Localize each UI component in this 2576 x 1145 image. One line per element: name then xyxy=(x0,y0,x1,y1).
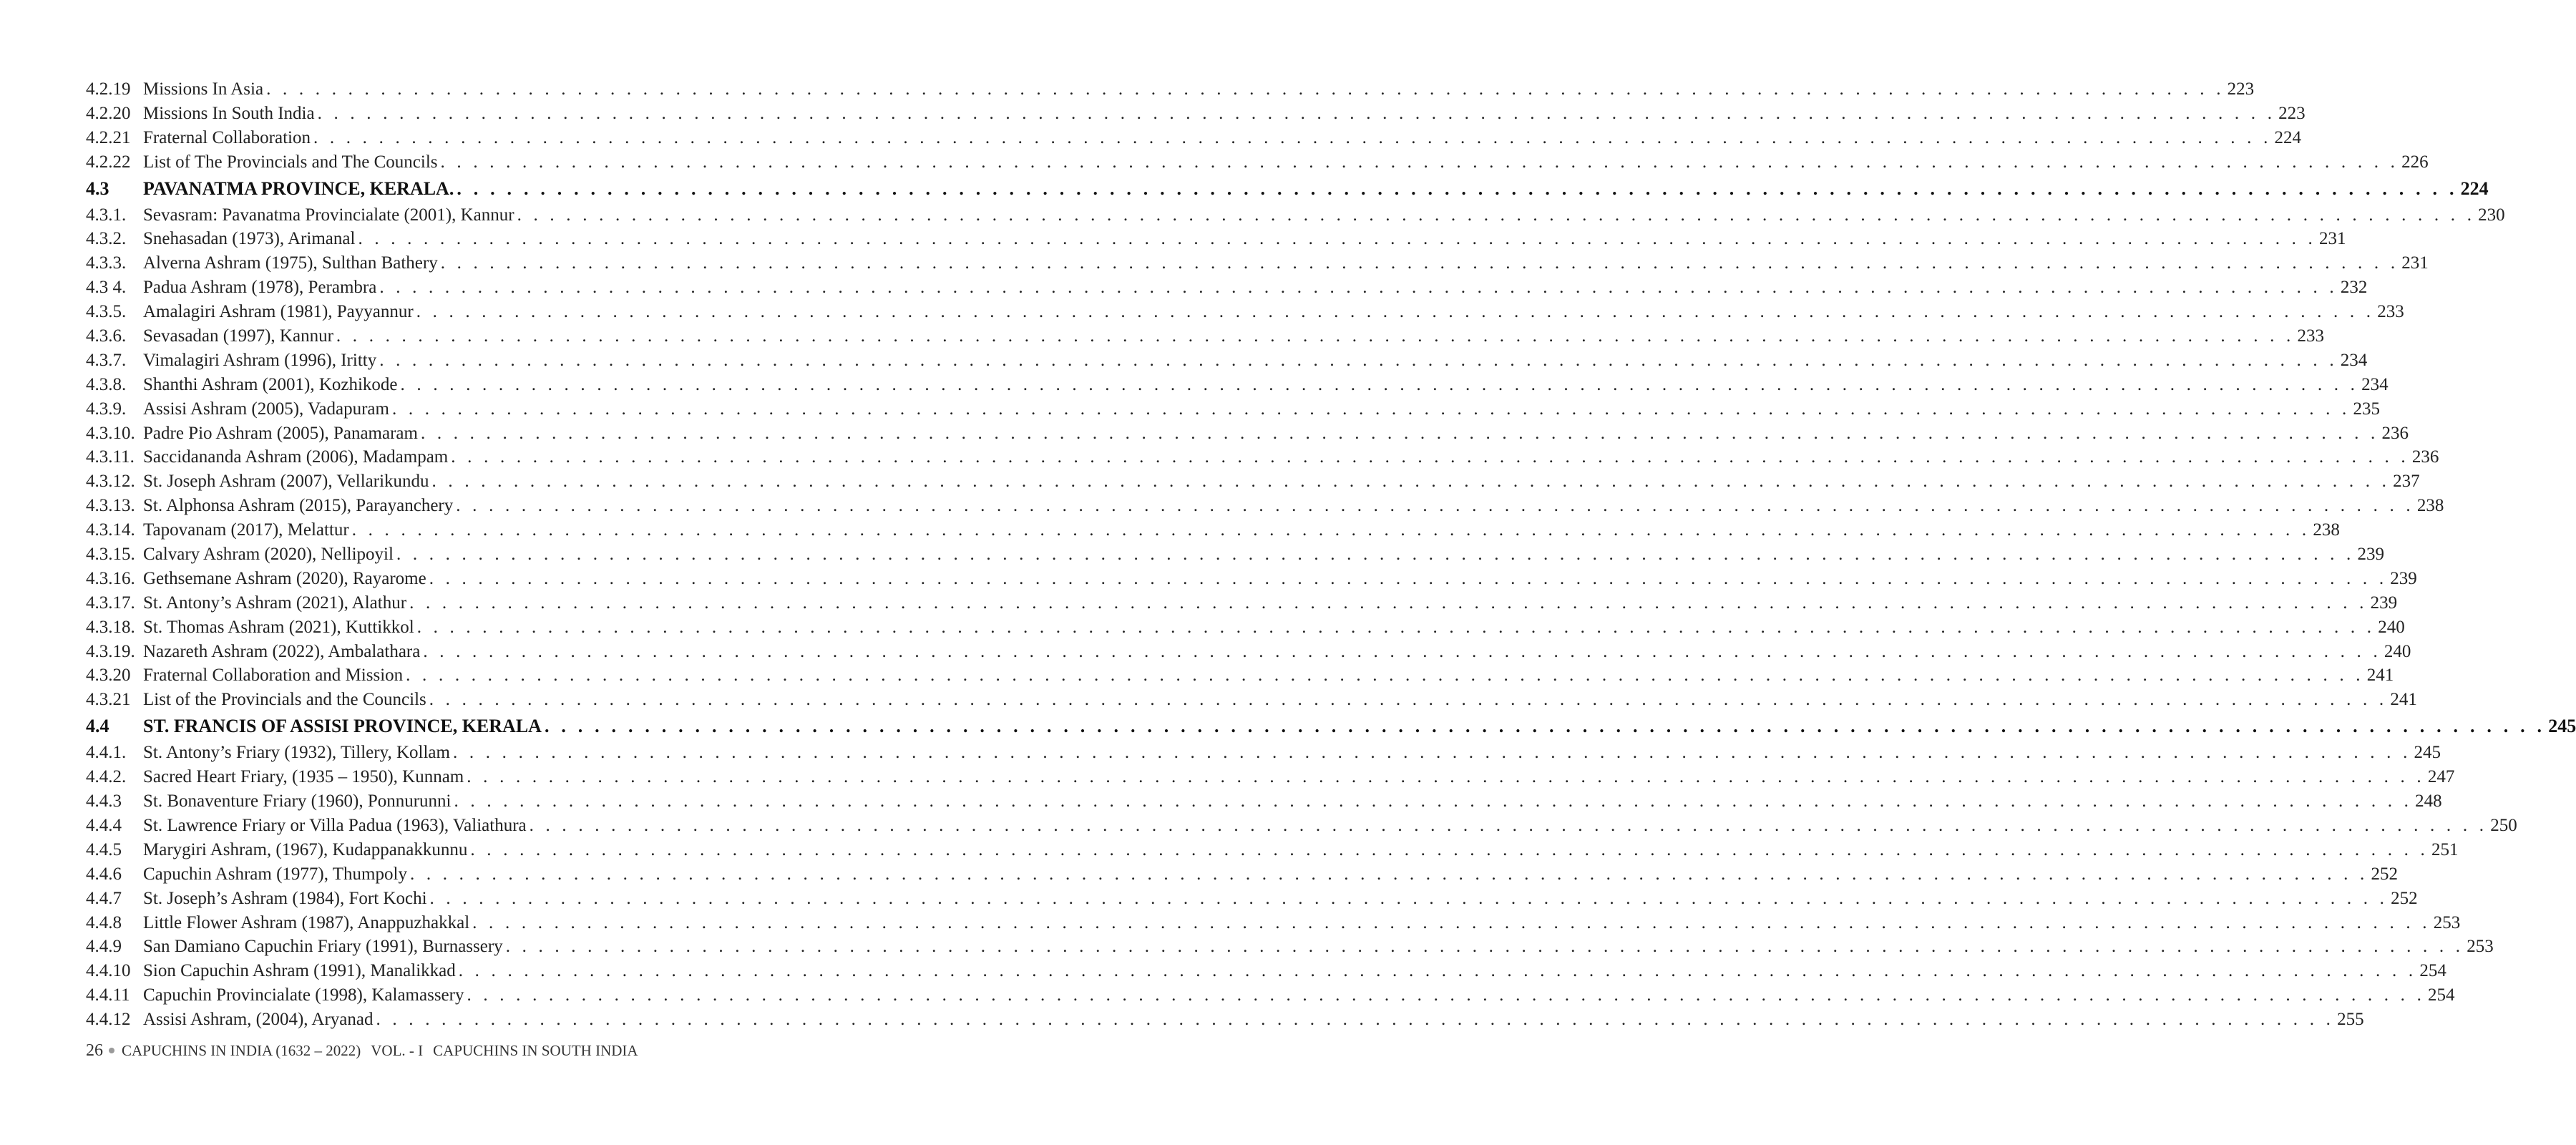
toc-entry xyxy=(86,422,2409,446)
toc-entry-page: 239 xyxy=(2370,593,2398,613)
toc-dot-leader: . . . . . . . . . . . . . . . . . . . . . . . . . . . . . . . . . . . . . . . . . . . . . . . . . . . . . . . . . . . . . . . . . . . . . . . . . . . . . . . . . . . . . . . . . . . . . . . . . . . . . . . . . . . . . . . . . . . . . . . . xyxy=(351,520,2311,540)
toc-entry-title: Gethsemane Ashram (2020), Rayarome xyxy=(143,568,426,588)
toc-entry-title: Padua Ashram (1978), Perambra xyxy=(143,278,377,298)
footer-volume: VOL. - I xyxy=(371,1042,424,1059)
toc-dot-leader: . . . . . . . . . . . . . . . . . . . . . . . . . . . . . . . . . . . . . . . . . . . . . . . . . . . . . . . . . . . . . . . . . . . . . . . . . . . . . . . . . . . . . . . . . . . . . . . . . . . . . . . . . . . . . . . . . . . . . . . . xyxy=(391,399,2351,419)
toc-entry-number: 4.3.13. xyxy=(86,496,135,516)
toc-entry xyxy=(86,300,2404,324)
toc-section-entry xyxy=(86,712,2576,741)
toc-entry-number: 4.3.12. xyxy=(86,472,135,492)
toc-entry-number: 4.4.5 xyxy=(86,839,122,859)
toc-dot-leader: . . . . . . . . . . . . . . . . . . . . . . . . . . . . . . . . . . . . . . . . . . . . . . . . . . . . . . . . . . . . . . . . . . . . . . . . . . . . . . . . . . . . . . . . . . . . . . . . . . . . . . . . . . . . . . . . . . . . . . . . xyxy=(467,767,2425,787)
toc-entry-page: 255 xyxy=(2337,1010,2364,1030)
toc-entry-title: List of The Provincials and The Councils xyxy=(143,152,438,172)
toc-entry-number: 4.4 xyxy=(86,716,109,737)
toc-entry-title: Shanthi Ashram (2001), Kozhikode xyxy=(143,374,398,394)
toc-entry-page: 239 xyxy=(2390,568,2417,588)
toc-entry-number: 4.4.9 xyxy=(86,937,122,957)
toc-entry-number: 4.4.11 xyxy=(86,985,130,1005)
toc-dot-leader: . . . . . . . . . . . . . . . . . . . . . . . . . . . . . . . . . . . . . . . . . . . . . . . . . . . . . . . . . . . . . . . . . . . . . . . . . . . . . . . . . . . . . . . . . . . . . . . . . . . . . . . . . . . . . . . . . . . . . . . . xyxy=(400,374,2359,394)
toc-entry xyxy=(86,227,2346,251)
toc-entry-page: 224 xyxy=(2274,127,2302,147)
toc-entry-page: 236 xyxy=(2411,447,2439,467)
toc-entry-number: 4.3.1. xyxy=(86,205,127,225)
toc-entry-title: List of the Provincials and the Councils xyxy=(143,690,426,710)
toc-entry-number: 4.3.18. xyxy=(86,617,135,637)
toc-entry-title: Vimalagiri Ashram (1996), Iritty xyxy=(143,350,377,370)
toc-entry-page: 234 xyxy=(2361,374,2389,394)
toc-entry-number: 4.2.20 xyxy=(86,103,131,123)
toc-entry-title: Sevasram: Pavanatma Provincialate (2001), Kannur xyxy=(143,205,514,225)
toc-entry-title: Calvary Ashram (2020), Nellipoyil xyxy=(143,545,394,565)
toc-entry xyxy=(86,814,2517,838)
toc-entry-number: 4.3.11. xyxy=(86,447,135,467)
table-of-contents xyxy=(86,77,2576,1032)
toc-dot-leader: . . . . . . . . . . . . . . . . . . . . . . . . . . . . . . . . . . . . . . . . . . . . . . . . . . . . . . . . . . . . . . . . . . . . . . . . . . . . . . . . . . . . . . . . . . . . . . . . . . . . . . . . . . . . . . . . . . . . . . . . xyxy=(431,472,2391,492)
toc-entry-number: 4.4.8 xyxy=(86,912,122,932)
toc-entry-number: 4.3.21 xyxy=(86,690,131,710)
toc-entry-title: Missions In Asia xyxy=(143,79,264,99)
toc-entry-title: Missions In South India xyxy=(143,103,315,123)
toc-entry xyxy=(86,663,2394,688)
toc-dot-leader: . . . . . . . . . . . . . . . . . . . . . . . . . . . . . . . . . . . . . . . . . . . . . . . . . . . . . . . . . . . . . . . . . . . . . . . . . . . . . . . . . . . . . . . . . . . . . . . . . . . . . . . . . . . . . . . . . . . . . . . . xyxy=(440,152,2399,172)
toc-entry-number: 4.4.2. xyxy=(86,767,127,787)
toc-entry-page: 253 xyxy=(2433,912,2461,932)
toc-entry-number: 4.3.10. xyxy=(86,423,135,443)
toc-entry-page: 252 xyxy=(2391,888,2418,908)
toc-entry xyxy=(86,445,2439,469)
toc-entry-page: 253 xyxy=(2467,937,2494,957)
toc-entry-number: 4.2.21 xyxy=(86,127,131,147)
toc-entry-page: 233 xyxy=(2297,326,2324,346)
toc-entry-page: 241 xyxy=(2366,666,2394,686)
toc-dot-leader: . . . . . . . . . . . . . . . . . . . . . . . . . . . . . . . . . . . . . . . . . . . . . . . . . . . . . . . . . . . . . . . . . . . . . . . . . . . . . . . . . . . . . . . . . . . . . . . . . . . . . . . . . . . . . . . . . . . . . . . . xyxy=(317,103,2276,123)
toc-entry xyxy=(86,862,2399,887)
toc-entry-page: 239 xyxy=(2357,545,2385,565)
toc-entry xyxy=(86,1008,2364,1032)
toc-entry-title: Alverna Ashram (1975), Sulthan Bathery xyxy=(143,253,438,273)
toc-entry xyxy=(86,150,2429,175)
toc-entry-page: 223 xyxy=(2227,79,2255,99)
toc-entry-page: 231 xyxy=(2319,229,2346,249)
toc-dot-leader: . . . . . . . . . . . . . . . . . . . . . . . . . . . . . . . . . . . . . . . . . . . . . . . . . . . . . . . . . . . . . . . . . . . . . . . . . . . . . . . . . . . . . . . . . . . . . . . . . . . . . . . . . . . . . . . . . . . . . . . . xyxy=(423,641,2381,661)
toc-entry xyxy=(86,567,2417,591)
toc-entry xyxy=(86,789,2442,814)
toc-entry-number: 4.3.6. xyxy=(86,326,127,346)
toc-entry-number: 4.4.7 xyxy=(86,888,122,908)
toc-dot-leader: . . . . . . . . . . . . . . . . . . . . . . . . . . . . . . . . . . . . . . . . . . . . . . . . . . . . . . . . . . . . . . . . . . . . . . . . . . . . . . . . . . . . . . . . . . . . . . . . . . . . . . . . . . . . . . . . . . . . . . . . xyxy=(358,229,2317,249)
toc-entry-title: Assisi Ashram, (2004), Aryanad xyxy=(143,1010,374,1030)
toc-entry-title: Sacred Heart Friary, (1935 – 1950), Kunnam xyxy=(143,767,464,787)
toc-entry-number: 4.3.9. xyxy=(86,399,127,419)
toc-entry xyxy=(86,741,2441,765)
toc-entry xyxy=(86,935,2494,959)
toc-entry xyxy=(86,911,2461,935)
toc-entry xyxy=(86,838,2459,862)
toc-entry xyxy=(86,518,2340,542)
toc-entry xyxy=(86,324,2324,349)
toc-entry-number: 4.3.19. xyxy=(86,641,135,661)
toc-dot-leader: . . . . . . . . . . . . . . . . . . . . . . . . . . . . . . . . . . . . . . . . . . . . . . . . . . . . . . . . . . . . . . . . . . . . . . . . . . . . . . . . . . . . . . . . . . . . . . . . . . . . . . . . . . . . . . . . . . . . . . . . xyxy=(420,423,2379,443)
toc-entry-page: 247 xyxy=(2427,767,2455,787)
toc-entry-page: 250 xyxy=(2490,815,2517,835)
toc-entry-number: 4.3.5. xyxy=(86,302,127,322)
toc-dot-leader: . . . . . . . . . . . . . . . . . . . . . . . . . . . . . . . . . . . . . . . . . . . . . . . . . . . . . . . . . . . . . . . . . . . . . . . . . . . . . . . . . . . . . . . . . . . . . . . . . . . . . . . . . . . . . . . . . . . . . . . . xyxy=(409,593,2368,613)
toc-entry-title: St. Antony’s Friary (1932), Tillery, Kollam xyxy=(143,743,450,763)
toc-entry-title: Snehasadan (1973), Arimanal xyxy=(143,229,356,249)
toc-entry-page: 226 xyxy=(2401,152,2429,172)
toc-entry-title: Marygiri Ashram, (1967), Kudappanakkunnu xyxy=(143,839,468,859)
toc-entry-number: 4.3.3. xyxy=(86,253,127,273)
toc-dot-leader: . . . . . . . . . . . . . . . . . . . . . . . . . . . . . . . . . . . . . . . . . . . . . . . . . . . . . . . . . . . . . . . . . . . . . . . . . . . . . . . . . . . . . . . . . . . . . . . . . . . . . . . . . . . . . . . . . . . . . . . . xyxy=(336,326,2295,346)
toc-entry-page: 232 xyxy=(2340,278,2368,298)
toc-entry xyxy=(86,542,2385,567)
toc-entry-page: 254 xyxy=(2419,961,2446,981)
toc-dot-leader: . . . . . . . . . . . . . . . . . . . . . . . . . . . . . . . . . . . . . . . . . . . . . . . . . . . . . . . . . . . . . . . . . . . . . . . . . . . . . . . . . . . . . . . . . . . . . . . . . . . . . . . . . . . . . . . . . . . . . . . . xyxy=(457,177,2458,199)
toc-entry-page: 252 xyxy=(2371,864,2399,884)
toc-entry-title: Fraternal Collaboration and Mission xyxy=(143,666,404,686)
toc-entry-number: 4.2.22 xyxy=(86,152,131,172)
toc-entry-page: 234 xyxy=(2340,350,2368,370)
toc-entry-title: Little Flower Ashram (1987), Anappuzhakkal xyxy=(143,912,470,932)
toc-dot-leader: . . . . . . . . . . . . . . . . . . . . . . . . . . . . . . . . . . . . . . . . . . . . . . . . . . . . . . . . . . . . . . . . . . . . . . . . . . . . . . . . . . . . . . . . . . . . . . . . . . . . . . . . . . . . . . . . . . . . . . . . xyxy=(379,350,2338,370)
toc-dot-leader: . . . . . . . . . . . . . . . . . . . . . . . . . . . . . . . . . . . . . . . . . . . . . . . . . . . . . . . . . . . . . . . . . . . . . . . . . . . . . . . . . . . . . . . . . . . . . . . . . . . . . . . . . . . . . . . . . . . . . . . . xyxy=(406,666,2364,686)
toc-entry-page: 240 xyxy=(2384,641,2411,661)
toc-dot-leader: . . . . . . . . . . . . . . . . . . . . . . . . . . . . . . . . . . . . . . . . . . . . . . . . . . . . . . . . . . . . . . . . . . . . . . . . . . . . . . . . . . . . . . . . . . . . . . . . . . . . . . . . . . . . . . . . . . . . . . . . xyxy=(470,839,2429,859)
toc-entry-page: 251 xyxy=(2431,839,2459,859)
toc-dot-leader: . . . . . . . . . . . . . . . . . . . . . . . . . . . . . . . . . . . . . . . . . . . . . . . . . . . . . . . . . . . . . . . . . . . . . . . . . . . . . . . . . . . . . . . . . . . . . . . . . . . . . . . . . . . . . . . . . . . . . . . . xyxy=(529,815,2488,835)
toc-entry-page: 248 xyxy=(2415,791,2442,812)
toc-entry xyxy=(86,349,2368,373)
toc-entry-title: PAVANATMA PROVINCE, KERALA. xyxy=(143,177,454,199)
toc-entry-number: 4.2.19 xyxy=(86,79,131,99)
toc-entry-number: 4.3.2. xyxy=(86,229,127,249)
toc-entry-title: Saccidananda Ashram (2006), Madampam xyxy=(143,447,449,467)
toc-entry-title: St. Joseph’s Ashram (1984), Fort Kochi xyxy=(143,888,427,908)
toc-entry-number: 4.3 4. xyxy=(86,278,127,298)
toc-dot-leader: . . . . . . . . . . . . . . . . . . . . . . . . . . . . . . . . . . . . . . . . . . . . . . . . . . . . . . . . . . . . . . . . . . . . . . . . . . . . . . . . . . . . . . . . . . . . . . . . . . . . . . . . . . . . . . . . . . . . . . . . xyxy=(429,568,2388,588)
toc-entry xyxy=(86,959,2446,983)
toc-dot-leader: . . . . . . . . . . . . . . . . . . . . . . . . . . . . . . . . . . . . . . . . . . . . . . . . . . . . . . . . . . . . . . . . . . . . . . . . . . . . . . . . . . . . . . . . . . . . . . . . . . . . . . . . . . . . . . . . . . . . . . . . xyxy=(429,690,2388,710)
toc-entry-page: 240 xyxy=(2378,617,2405,637)
toc-dot-leader: . . . . . . . . . . . . . . . . . . . . . . . . . . . . . . . . . . . . . . . . . . . . . . . . . . . . . . . . . . . . . . . . . . . . . . . . . . . . . . . . . . . . . . . . . . . . . . . . . . . . . . . . . . . . . . . . . . . . . . . . xyxy=(440,253,2399,273)
toc-entry-number: 4.4.3 xyxy=(86,791,122,812)
toc-entry-title: Amalagiri Ashram (1981), Payyannur xyxy=(143,302,414,322)
toc-dot-leader: . . . . . . . . . . . . . . . . . . . . . . . . . . . . . . . . . . . . . . . . . . . . . . . . . . . . . . . . . . . . . . . . . . . . . . . . . . . . . . . . . . . . . . . . . . . . . . . . . . . . . . . . . . . . . . . . . . . . . . . . xyxy=(505,937,2464,957)
toc-dot-leader: . . . . . . . . . . . . . . . . . . . . . . . . . . . . . . . . . . . . . . . . . . . . . . . . . . . . . . . . . . . . . . . . . . . . . . . . . . . . . . . . . . . . . . . . . . . . . . . . . . . . . . . . . . . . . . . . . . . . . . . . xyxy=(416,302,2375,322)
toc-dot-leader: . . . . . . . . . . . . . . . . . . . . . . . . . . . . . . . . . . . . . . . . . . . . . . . . . . . . . . . . . . . . . . . . . . . . . . . . . . . . . . . . . . . . . . . . . . . . . . . . . . . . . . . . . . . . . . . . . . . . . . . . xyxy=(454,791,2413,812)
toc-entry-title: ST. FRANCIS OF ASSISI PROVINCE, KERALA xyxy=(143,716,542,737)
toc-dot-leader: . . . . . . . . . . . . . . . . . . . . . . . . . . . . . . . . . . . . . . . . . . . . . . . . . . . . . . . . . . . . . . . . . . . . . . . . . . . . . . . . . . . . . . . . . . . . . . . . . . . . . . . . . . . . . . . . . . . . . . . . xyxy=(379,278,2338,298)
toc-dot-leader: . . . . . . . . . . . . . . . . . . . . . . . . . . . . . . . . . . . . . . . . . . . . . . . . . . . . . . . . . . . . . . . . . . . . . . . . . . . . . . . . . . . . . . . . . . . . . . . . . . . . . . . . . . . . . . . . . . . . . . . . xyxy=(429,888,2389,908)
toc-entry-number: 4.4.1. xyxy=(86,743,127,763)
toc-entry-title: Sion Capuchin Ashram (1991), Manalikkad xyxy=(143,961,456,981)
footer-page-number: 26 xyxy=(86,1041,103,1060)
toc-entry xyxy=(86,251,2429,276)
footer-book-title: CAPUCHINS IN INDIA (1632 – 2022) xyxy=(122,1042,361,1059)
toc-entry-page: 238 xyxy=(2313,520,2340,540)
toc-entry xyxy=(86,765,2455,789)
toc-entry-title: St. Alphonsa Ashram (2015), Parayanchery xyxy=(143,496,454,516)
toc-entry-page: 233 xyxy=(2377,302,2404,322)
toc-entry xyxy=(86,640,2411,664)
toc-entry-number: 4.3.20 xyxy=(86,666,131,686)
toc-entry xyxy=(86,77,2255,102)
toc-entry xyxy=(86,469,2420,494)
toc-entry xyxy=(86,203,2505,228)
toc-dot-leader: . . . . . . . . . . . . . . . . . . . . . . . . . . . . . . . . . . . . . . . . . . . . . . . . . . . . . . . . . . . . . . . . . . . . . . . . . . . . . . . . . . . . . . . . . . . . . . . . . . . . . . . . . . . . . . . . . . . . . . . . xyxy=(544,716,2546,737)
footer-bullet-icon xyxy=(109,1048,114,1053)
toc-entry xyxy=(86,397,2381,422)
toc-dot-leader: . . . . . . . . . . . . . . . . . . . . . . . . . . . . . . . . . . . . . . . . . . . . . . . . . . . . . . . . . . . . . . . . . . . . . . . . . . . . . . . . . . . . . . . . . . . . . . . . . . . . . . . . . . . . . . . . . . . . . . . . xyxy=(456,496,2414,516)
toc-dot-leader: . . . . . . . . . . . . . . . . . . . . . . . . . . . . . . . . . . . . . . . . . . . . . . . . . . . . . . . . . . . . . . . . . . . . . . . . . . . . . . . . . . . . . . . . . . . . . . . . . . . . . . . . . . . . . . . . . . . . . . . . xyxy=(452,743,2411,763)
toc-entry-number: 4.3.17. xyxy=(86,593,135,613)
toc-entry xyxy=(86,688,2417,712)
toc-entry-title: Nazareth Ashram (2022), Ambalathara xyxy=(143,641,421,661)
toc-entry xyxy=(86,591,2398,615)
toc-entry-page: 223 xyxy=(2278,103,2306,123)
toc-entry-title: San Damiano Capuchin Friary (1991), Burnassery xyxy=(143,937,503,957)
toc-entry-page: 235 xyxy=(2353,399,2381,419)
toc-dot-leader: . . . . . . . . . . . . . . . . . . . . . . . . . . . . . . . . . . . . . . . . . . . . . . . . . . . . . . . . . . . . . . . . . . . . . . . . . . . . . . . . . . . . . . . . . . . . . . . . . . . . . . . . . . . . . . . . . . . . . . . . xyxy=(517,205,2476,225)
toc-dot-leader: . . . . . . . . . . . . . . . . . . . . . . . . . . . . . . . . . . . . . . . . . . . . . . . . . . . . . . . . . . . . . . . . . . . . . . . . . . . . . . . . . . . . . . . . . . . . . . . . . . . . . . . . . . . . . . . . . . . . . . . . xyxy=(467,985,2426,1005)
toc-entry-page: 230 xyxy=(2478,205,2505,225)
toc-entry-title: Fraternal Collaboration xyxy=(143,127,311,147)
toc-entry-page: 254 xyxy=(2428,985,2455,1005)
toc-entry-title: St. Thomas Ashram (2021), Kuttikkol xyxy=(143,617,414,637)
toc-dot-leader: . . . . . . . . . . . . . . . . . . . . . . . . . . . . . . . . . . . . . . . . . . . . . . . . . . . . . . . . . . . . . . . . . . . . . . . . . . . . . . . . . . . . . . . . . . . . . . . . . . . . . . . . . . . . . . . . . . . . . . . . xyxy=(409,864,2368,884)
toc-dot-leader: . . . . . . . . . . . . . . . . . . . . . . . . . . . . . . . . . . . . . . . . . . . . . . . . . . . . . . . . . . . . . . . . . . . . . . . . . . . . . . . . . . . . . . . . . . . . . . . . . . . . . . . . . . . . . . . . . . . . . . . . xyxy=(458,961,2417,981)
toc-entry-page: 237 xyxy=(2393,472,2420,492)
toc-dot-leader: . . . . . . . . . . . . . . . . . . . . . . . . . . . . . . . . . . . . . . . . . . . . . . . . . . . . . . . . . . . . . . . . . . . . . . . . . . . . . . . . . . . . . . . . . . . . . . . . . . . . . . . . . . . . . . . . . . . . . . . . xyxy=(313,127,2272,147)
toc-dot-leader: . . . . . . . . . . . . . . . . . . . . . . . . . . . . . . . . . . . . . . . . . . . . . . . . . . . . . . . . . . . . . . . . . . . . . . . . . . . . . . . . . . . . . . . . . . . . . . . . . . . . . . . . . . . . . . . . . . . . . . . . xyxy=(472,912,2431,932)
toc-entry-page: 231 xyxy=(2401,253,2429,273)
toc-entry xyxy=(86,373,2389,397)
toc-entry-number: 4.4.10 xyxy=(86,961,131,981)
toc-entry-title: Capuchin Ashram (1977), Thumpoly xyxy=(143,864,407,884)
toc-entry-number: 4.3.7. xyxy=(86,350,127,370)
toc-entry-page: 224 xyxy=(2460,177,2489,199)
toc-entry-number: 4.3.16. xyxy=(86,568,135,588)
toc-entry xyxy=(86,276,2368,300)
toc-entry-number: 4.4.4 xyxy=(86,815,122,835)
toc-entry-title: St. Antony’s Ashram (2021), Alathur xyxy=(143,593,407,613)
toc-dot-leader: . . . . . . . . . . . . . . . . . . . . . . . . . . . . . . . . . . . . . . . . . . . . . . . . . . . . . . . . . . . . . . . . . . . . . . . . . . . . . . . . . . . . . . . . . . . . . . . . . . . . . . . . . . . . . . . . . . . . . . . . xyxy=(376,1010,2335,1030)
toc-entry xyxy=(86,494,2444,518)
toc-dot-leader: . . . . . . . . . . . . . . . . . . . . . . . . . . . . . . . . . . . . . . . . . . . . . . . . . . . . . . . . . . . . . . . . . . . . . . . . . . . . . . . . . . . . . . . . . . . . . . . . . . . . . . . . . . . . . . . . . . . . . . . . xyxy=(266,79,2225,99)
page-footer xyxy=(86,1041,638,1061)
toc-entry-page: 245 xyxy=(2548,716,2576,737)
toc-entry-number: 4.4.6 xyxy=(86,864,122,884)
toc-entry-title: St. Bonaventure Friary (1960), Ponnurunni xyxy=(143,791,452,812)
toc-entry-title: Tapovanam (2017), Melattur xyxy=(143,520,349,540)
toc-entry xyxy=(86,887,2418,911)
toc-entry-title: St. Joseph Ashram (2007), Vellarikundu xyxy=(143,472,429,492)
toc-entry xyxy=(86,102,2306,126)
toc-entry-title: Padre Pio Ashram (2005), Panamaram xyxy=(143,423,418,443)
toc-entry-title: Assisi Ashram (2005), Vadapuram xyxy=(143,399,389,419)
toc-entry-page: 245 xyxy=(2414,743,2441,763)
toc-dot-leader: . . . . . . . . . . . . . . . . . . . . . . . . . . . . . . . . . . . . . . . . . . . . . . . . . . . . . . . . . . . . . . . . . . . . . . . . . . . . . . . . . . . . . . . . . . . . . . . . . . . . . . . . . . . . . . . . . . . . . . . . xyxy=(396,545,2355,565)
toc-entry-title: St. Lawrence Friary or Villa Padua (1963), Valiathura xyxy=(143,815,527,835)
toc-entry-title: Capuchin Provincialate (1998), Kalamassery xyxy=(143,985,464,1005)
toc-entry-page: 238 xyxy=(2416,496,2444,516)
toc-dot-leader: . . . . . . . . . . . . . . . . . . . . . . . . . . . . . . . . . . . . . . . . . . . . . . . . . . . . . . . . . . . . . . . . . . . . . . . . . . . . . . . . . . . . . . . . . . . . . . . . . . . . . . . . . . . . . . . . . . . . . . . . xyxy=(451,447,2409,467)
toc-entry-number: 4.4.12 xyxy=(86,1010,131,1030)
toc-entry xyxy=(86,126,2302,150)
toc-entry-number: 4.3.14. xyxy=(86,520,135,540)
footer-volume-title: CAPUCHINS IN SOUTH INDIA xyxy=(433,1042,638,1059)
toc-entry xyxy=(86,615,2405,640)
toc-entry-number: 4.3.15. xyxy=(86,545,135,565)
toc-entry-page: 241 xyxy=(2390,690,2417,710)
toc-entry-number: 4.3.8. xyxy=(86,374,127,394)
toc-entry xyxy=(86,983,2455,1008)
toc-dot-leader: . . . . . . . . . . . . . . . . . . . . . . . . . . . . . . . . . . . . . . . . . . . . . . . . . . . . . . . . . . . . . . . . . . . . . . . . . . . . . . . . . . . . . . . . . . . . . . . . . . . . . . . . . . . . . . . . . . . . . . . . xyxy=(416,617,2376,637)
toc-entry-number: 4.3 xyxy=(86,177,109,199)
toc-entry-title: Sevasadan (1997), Kannur xyxy=(143,326,333,346)
toc-entry-page: 236 xyxy=(2381,423,2409,443)
toc-section-entry xyxy=(86,175,2489,203)
